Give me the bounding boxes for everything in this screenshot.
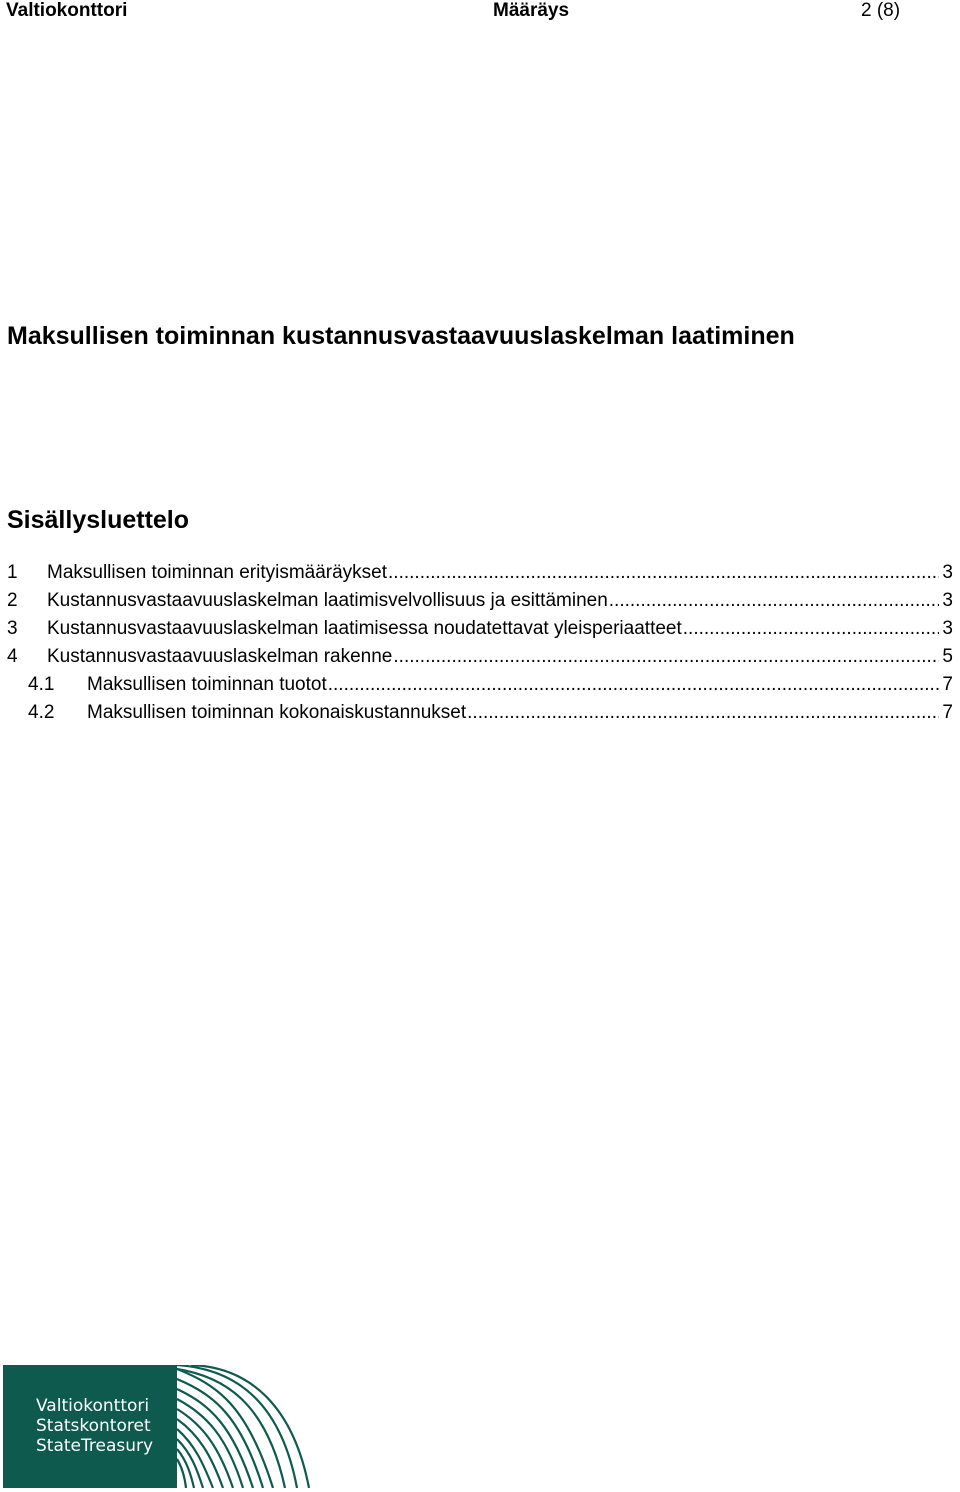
logo-text: [36, 1396, 153, 1456]
table-of-contents: [7, 559, 960, 727]
toc-entry-title: Kustannusvastaavuuslaskelman laatimisessa noudatettavat yleisperiaatteet: [47, 618, 682, 639]
toc-entry[interactable]: [7, 671, 960, 699]
toc-dot-leader: [388, 559, 939, 587]
page-header: [0, 0, 960, 28]
toc-entry-page: 7: [942, 702, 953, 723]
document-title: Maksullisen toiminnan kustannusvastaavuuslaskelman laatiminen: [7, 322, 795, 350]
toc-entry-page: 3: [942, 618, 953, 639]
toc-entry-page: 5: [942, 646, 953, 667]
toc-entry-title: Maksullisen toiminnan tuotot: [87, 674, 327, 695]
logo-line-finnish: Valtiokonttori: [36, 1396, 150, 1416]
toc-entry-title: Maksullisen toiminnan erityismääräykset: [47, 562, 388, 583]
toc-entry-number: 3: [7, 618, 18, 639]
logo-line-english: StateTreasury: [36, 1436, 154, 1456]
toc-entry-number: 2: [7, 590, 18, 611]
toc-entry-page: 3: [942, 590, 953, 611]
toc-entry-title: Kustannusvastaavuuslaskelman rakenne: [47, 646, 393, 667]
logo-wave-icon: [177, 1365, 317, 1488]
toc-entry-number: 4.1: [28, 674, 55, 695]
logo-line-swedish: Statskontoret: [36, 1416, 151, 1436]
logo-box: [3, 1365, 177, 1488]
toc-entry[interactable]: [7, 643, 960, 671]
toc-entry[interactable]: [7, 559, 960, 587]
toc-dot-leader: [609, 587, 939, 615]
toc-heading: Sisällysluettelo: [7, 506, 190, 534]
toc-entry-page: 7: [942, 674, 953, 695]
toc-entry-title: Kustannusvastaavuuslaskelman laatimisvelvollisuus ja esittäminen: [47, 590, 608, 611]
header-organization: Valtiokonttori: [6, 0, 128, 21]
toc-entry-number: 4: [7, 646, 18, 667]
toc-dot-leader: [328, 671, 939, 699]
toc-dot-leader: [393, 643, 939, 671]
toc-entry[interactable]: [7, 587, 960, 615]
toc-entry[interactable]: [7, 615, 960, 643]
header-page-number: 2 (8): [861, 0, 901, 21]
header-document-type: Määräys: [493, 0, 570, 21]
toc-entry-title: Maksullisen toiminnan kokonaiskustannukset: [87, 702, 467, 723]
toc-dot-leader: [467, 699, 939, 727]
valtiokonttori-logo: [0, 1365, 320, 1492]
toc-entry-number: 1: [7, 562, 18, 583]
toc-entry[interactable]: [7, 699, 960, 727]
toc-dot-leader: [683, 615, 939, 643]
toc-entry-number: 4.2: [28, 702, 55, 723]
toc-entry-page: 3: [942, 562, 953, 583]
